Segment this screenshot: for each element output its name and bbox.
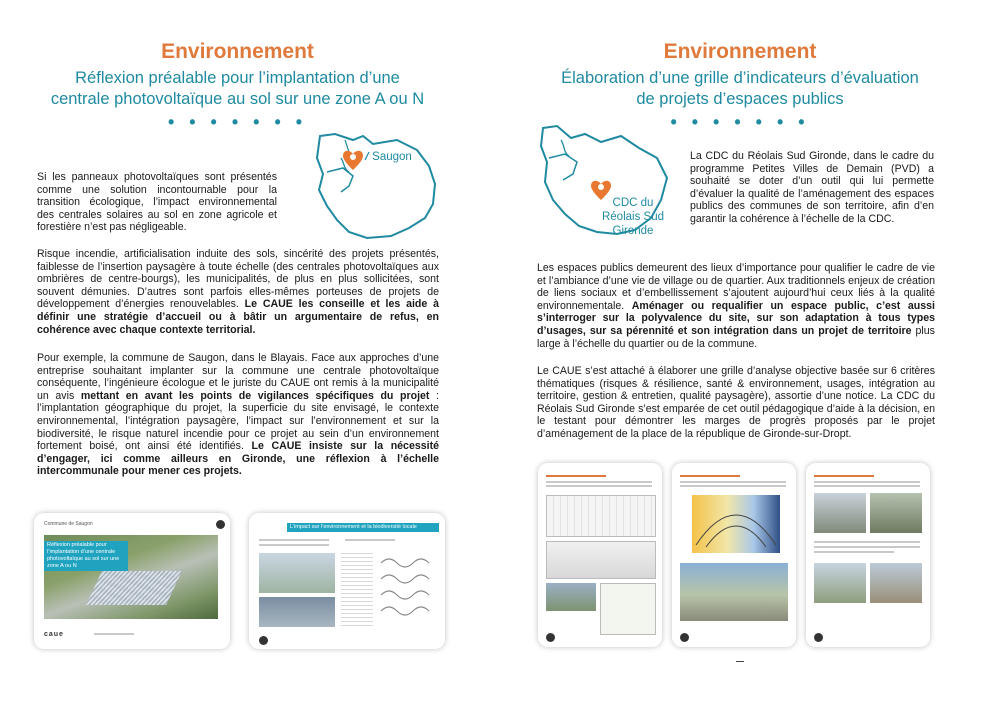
thumb2-photo-2 xyxy=(259,597,335,627)
caue-c-icon xyxy=(259,636,268,645)
left-intro-paragraph: Si les panneaux photovoltaïques sont présentés comme une solution incontournable pour la transition écologique, l’impact environnemental des centrales solaires au sol en zone agricole et forestière n’est pas négligeable. xyxy=(37,171,277,234)
park-photo-1 xyxy=(814,563,866,603)
sketch-illustration-2 xyxy=(546,541,656,579)
left-subtitle-line1: Réflexion préalable pour l’implantation d’une xyxy=(75,69,400,87)
left-paragraph-3: Pour exemple, la commune de Saugon, dans le Blayais. Face aux approches d’une entreprise souhaitant implanter sur la commune une centrale photovoltaïque conséquente, l’ingénieure écologue et le juriste du CAUE ont remis à la municipalité un avis mettant en avant les points de vigilances spécifiques du projet : l’implantation géographique du projet, la superficie du site envisagé, le contexte environnemental, l’intégration paysagère, l’impact sur l’environnement et sur la biodiversité, le risque naturel incendie pour ce projet au sein d’un environnement fortement boisé, ont ainsi été identifiés. Le CAUE insiste sur la nécessité d’engager, ici comme ailleurs en Gironde, une réflexion à l’échelle intercommunale pour mener ces projets. xyxy=(37,352,439,478)
saugon-report-cover-thumbnail[interactable] xyxy=(34,513,230,649)
caue-logo: caue xyxy=(44,631,64,638)
right-intro-paragraph: La CDC du Réolais Sud Gironde, dans le cadre du programme Petites Villes de Demain (PVD) a souhaité se doter d’un outil qui lui permette d’évaluer la qualité de l’aménagement des espaces publics des communes de son territoire, afin d’en garantir la cohérence à l’échelle de la CDC. xyxy=(690,150,934,225)
caue-c-icon xyxy=(680,633,689,642)
left-dots-divider: • • • • • • • xyxy=(167,112,308,132)
thumb2-text-column xyxy=(341,553,373,629)
right-title: Environnement xyxy=(663,40,817,63)
caue-c-icon xyxy=(216,520,225,529)
right-paragraph-2: Les espaces publics demeurent des lieux d’importance pour qualifier le cadre de vie et l’ambiance d’une vie de village ou de quartier. Aux traditionnels enjeux de création de liens sociaux et d’embellissement s’ajoutent aujourd’hui ceux liés à la qualité environnementale. Aménager ou requalifier un espace public, c’est aussi s’interroger sur la polyvalence du site, sur son adaptation à tous types d’usages, sur sa pérennité et son intégration dans un projet de territoire plus large à l’échelle du quartier ou de la commune. xyxy=(537,262,935,350)
thumb1-header: Commune de Saugon xyxy=(44,521,93,527)
caue-c-icon xyxy=(814,633,823,642)
park-photo-2 xyxy=(870,563,922,603)
saugon-map-label: Saugon xyxy=(372,151,412,163)
cdc-map-label-line1: CDC du xyxy=(612,197,654,209)
public-space-analysis-thumbnail-2[interactable] xyxy=(672,463,796,647)
thumb2-diagram xyxy=(379,553,435,629)
caue-c-icon xyxy=(546,633,555,642)
thumb1-cover-title: Réflexion préalable pour l’implantation d’une centrale photovoltaïque au sol sur une zone A ou N xyxy=(44,541,128,571)
biodiversity-page-thumbnail[interactable] xyxy=(249,513,445,649)
right-dots-divider: • • • • • • • xyxy=(670,112,810,132)
site-plan-drawing xyxy=(600,583,656,635)
left-title: Environnement xyxy=(161,40,314,63)
public-space-analysis-thumbnail-3[interactable] xyxy=(806,463,930,647)
thumb2-header: L’impact sur l’environnement et la biodiversité locale xyxy=(287,523,439,532)
building-photo-2 xyxy=(870,493,922,533)
left-paragraph-2: Risque incendie, artificialisation induite des sols, sincérité des projets présentés, faiblesse de l’insertion paysagère à toute échelle (des centrales photovoltaïques aux ombrières de centre-bourgs), les municipalités, de plus en plus sollicitées, sont souvent démunies. D’autres sont parfois elles-mêmes porteuses de projets de développement d’énergies renouvelables. Le CAUE les conseille et les aide à définir une stratégie d’accueil ou à bâtir un argumentaire de refus, en cohérence avec chaque contexte territorial. xyxy=(37,248,439,336)
cdc-map-label-line3: Gironde xyxy=(612,225,654,237)
sketch-illustration-1 xyxy=(546,495,656,537)
village-photo xyxy=(546,583,596,611)
building-photo-1 xyxy=(814,493,866,533)
cdc-map-label-line2: Réolais Sud xyxy=(601,211,664,223)
page-marker xyxy=(736,661,744,662)
right-subtitle-line2: de projets d’espaces publics xyxy=(636,90,844,108)
solar-panels-graphic xyxy=(86,571,182,605)
thumb2-photo-1 xyxy=(259,553,335,593)
saugon-map-icon xyxy=(305,128,445,243)
left-subtitle-line2: centrale photovoltaïque au sol sur une zone A ou N xyxy=(50,90,425,108)
sun-curves-icon xyxy=(692,495,780,553)
public-space-analysis-thumbnail-1[interactable] xyxy=(538,463,662,647)
right-subtitle-line1: Élaboration d’une grille d’indicateurs d’évaluation xyxy=(561,69,919,87)
right-paragraph-3: Le CAUE s’est attaché à élaborer une grille d’analyse objective basée sur 6 critères thématiques (risques & résilience, santé & environnement, usages, intégration au territoire, gestion & entretien, qualité paysagère), assortie d’une notice. La CDC du Réolais Sud Gironde s’est emparée de cet outil pédagogique d’aide à la décision, en le testant pour démontrer les marges de progrès proposés par le projet d’aménagement de la place de la république de Gironde-sur-Dropt. xyxy=(537,365,935,440)
street-scene-photo xyxy=(680,563,788,621)
